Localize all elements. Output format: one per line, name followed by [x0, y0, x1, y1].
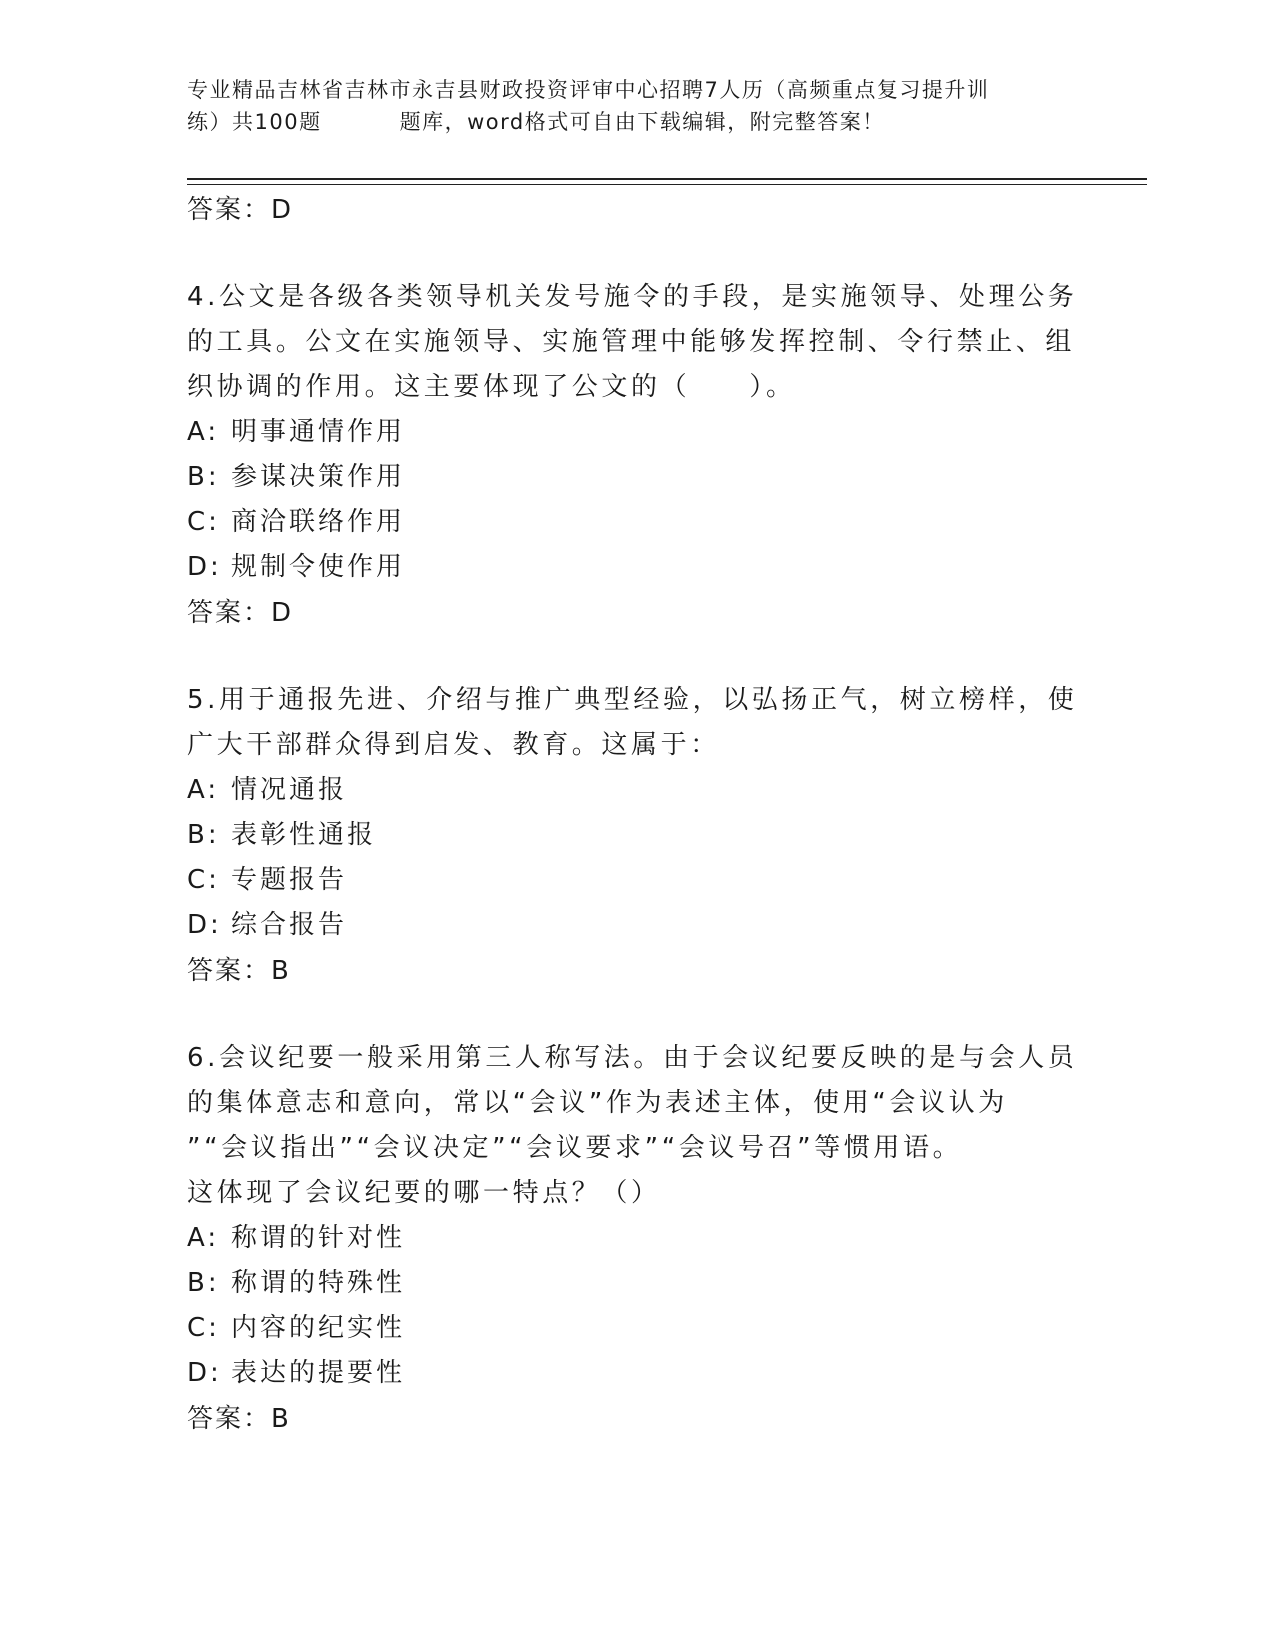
question-text-line: 的集体意志和意向，常以“会议”作为表述主体，使用“会议认为	[187, 1088, 1008, 1118]
question-text-line: 的工具。公文在实施领导、实施管理中能够发挥控制、令行禁止、组	[187, 327, 1076, 357]
question-text-line: 4.公文是各级各类领导机关发号施令的手段，是实施领导、处理公务	[187, 282, 1078, 312]
answer-line: 答案：D	[187, 195, 294, 225]
option-b	[187, 1261, 1087, 1306]
answer-line: 答案：D	[187, 598, 294, 628]
option-d	[187, 903, 1087, 948]
question-item	[187, 1036, 1087, 1442]
option-c	[187, 500, 1087, 545]
option-text: 明事通情作用	[231, 417, 406, 447]
option-letter: B:	[187, 462, 220, 492]
option-letter: A:	[187, 775, 220, 805]
option-text: 内容的纪实性	[231, 1313, 406, 1343]
option-text: 称谓的针对性	[231, 1223, 406, 1253]
question-text-line: 这体现了会议纪要的哪一特点？（）	[187, 1178, 661, 1208]
document-body	[187, 187, 1087, 1442]
option-a	[187, 768, 1087, 813]
option-letter: C:	[187, 865, 220, 895]
option-text: 参谋决策作用	[231, 462, 406, 492]
option-letter: A:	[187, 1223, 220, 1253]
option-text: 表彰性通报	[231, 820, 377, 850]
question-text-line: 织协调的作用。这主要体现了公文的（ ）。	[187, 372, 796, 402]
option-letter: B:	[187, 1268, 220, 1298]
option-letter: A:	[187, 417, 220, 447]
question-item	[187, 275, 1087, 636]
option-text: 称谓的特殊性	[231, 1268, 406, 1298]
document-header	[187, 74, 1087, 138]
header-line-2	[187, 106, 1087, 138]
option-b	[187, 455, 1087, 500]
option-a	[187, 410, 1087, 455]
question-item	[187, 678, 1087, 994]
header-divider-thin	[187, 184, 1147, 185]
option-text: 综合报告	[231, 910, 348, 940]
answer-line: 答案：B	[187, 1404, 291, 1434]
option-d	[187, 545, 1087, 590]
option-letter: D:	[187, 1358, 222, 1388]
option-text: 规制令使作用	[231, 552, 406, 582]
option-letter: C:	[187, 507, 220, 537]
option-text: 情况通报	[231, 775, 348, 805]
option-c	[187, 858, 1087, 903]
option-letter: C:	[187, 1313, 220, 1343]
header-line-2-part-2: 题库，word格式可自由下载编辑，附完整答案！	[399, 110, 885, 134]
question-text-line: 广大干部群众得到启发、教育。这属于：	[187, 730, 720, 760]
option-letter: B:	[187, 820, 220, 850]
option-text: 商洽联络作用	[231, 507, 406, 537]
option-text: 专题报告	[231, 865, 348, 895]
header-line-2-part-1: 练）共100题	[187, 110, 322, 134]
option-b	[187, 813, 1087, 858]
answer-line: 答案：B	[187, 956, 291, 986]
question-text-line: 6.会议纪要一般采用第三人称写法。由于会议纪要反映的是与会人员	[187, 1043, 1078, 1073]
option-a	[187, 1216, 1087, 1261]
question-text-line: ”“会议指出”“会议决定”“会议要求”“会议号召”等惯用语。	[187, 1133, 963, 1163]
question-text-line: 5.用于通报先进、介绍与推广典型经验，以弘扬正气，树立榜样，使	[187, 685, 1078, 715]
option-letter: D:	[187, 552, 222, 582]
option-letter: D:	[187, 910, 222, 940]
option-text: 表达的提要性	[231, 1358, 406, 1388]
header-divider-thick	[187, 178, 1147, 180]
header-line-1: 专业精品吉林省吉林市永吉县财政投资评审中心招聘7人历（高频重点复习提升训	[187, 78, 990, 102]
option-d	[187, 1351, 1087, 1396]
option-c	[187, 1306, 1087, 1351]
